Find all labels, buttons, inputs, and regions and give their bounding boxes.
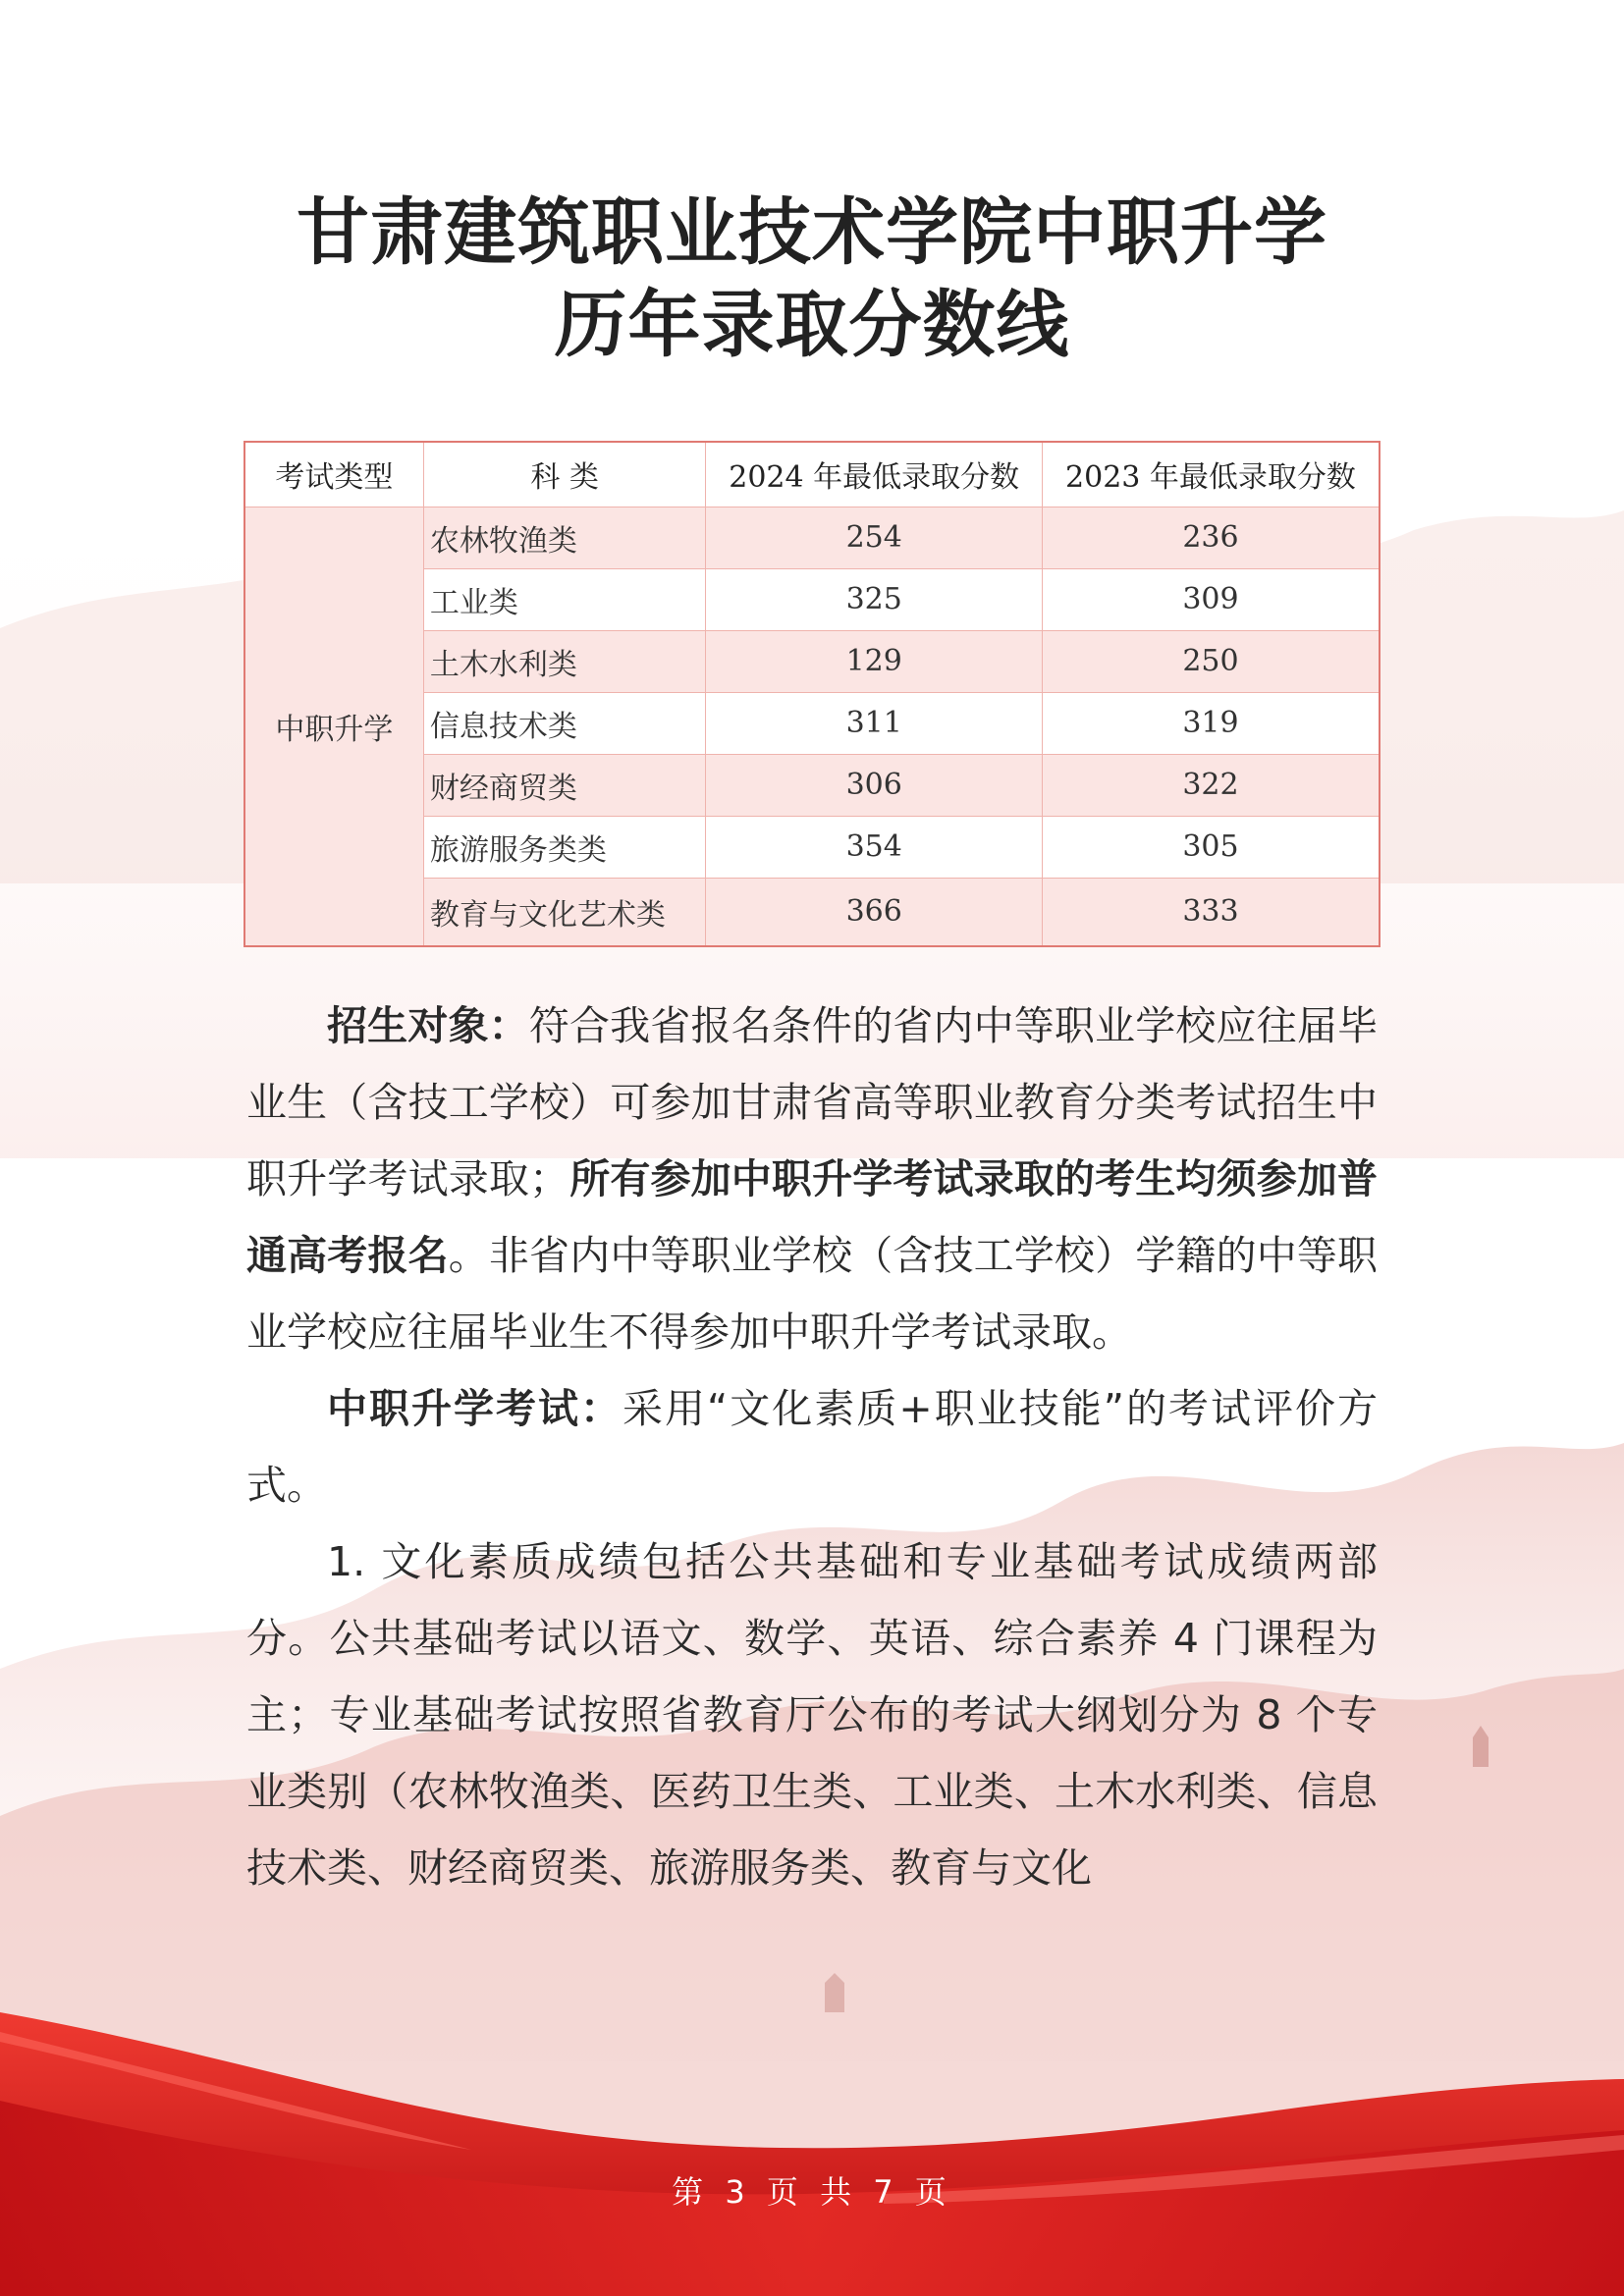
score-2023-cell: 309 <box>1042 568 1380 630</box>
score-2023-cell: 333 <box>1042 878 1380 946</box>
category-cell: 工业类 <box>423 568 706 630</box>
score-2024-cell: 354 <box>706 816 1043 878</box>
header-score-2024: 2024 年最低录取分数 <box>706 442 1043 507</box>
category-cell: 土木水利类 <box>423 630 706 692</box>
footer-current-page: 3 <box>725 2173 751 2211</box>
score-2024-cell: 254 <box>706 507 1043 568</box>
paragraph-enrollment-target <box>246 988 1378 1370</box>
body-text <box>246 988 1378 1906</box>
admission-scores-table <box>244 441 1380 947</box>
category-cell: 财经商贸类 <box>423 754 706 816</box>
score-2023-cell: 305 <box>1042 816 1380 878</box>
header-score-2023: 2023 年最低录取分数 <box>1042 442 1380 507</box>
score-2023-cell: 319 <box>1042 692 1380 754</box>
page-title-line-1: 甘肃建筑职业技术学院中职升学 <box>297 190 1327 275</box>
enrollment-target-text-end: 。非省内中等职业学校（含技工学校）学籍的中等职业学校应往届毕业生不得参加中职升学考试录取。 <box>246 1232 1379 1356</box>
enrollment-target-text: 符合我省报名条件的省内中等职业学校应往届毕业生（含技工学校）可参加甘肃省高等职业教育分类考试招生中职升学考试录取； <box>246 1002 1379 1202</box>
enrollment-target-emphasis: 所有参加中职升学考试录取的考生均须参加普通高考报名 <box>246 1155 1379 1279</box>
footer-total-pages: 7 <box>873 2173 899 2211</box>
score-2024-cell: 129 <box>706 630 1043 692</box>
category-cell: 旅游服务类类 <box>423 816 706 878</box>
footer-page-word: 页 <box>766 2173 804 2211</box>
score-2023-cell: 236 <box>1042 507 1380 568</box>
enrollment-target-label: 招生对象： <box>327 1002 529 1049</box>
paragraph-exam-method <box>246 1370 1378 1523</box>
header-category: 科 类 <box>423 442 706 507</box>
paragraph-cultural-quality <box>246 1523 1378 1906</box>
score-2024-cell: 306 <box>706 754 1043 816</box>
score-2024-cell: 366 <box>706 878 1043 946</box>
cultural-quality-text: 1. 文化素质成绩包括公共基础和专业基础考试成绩两部分。公共基础考试以语文、数学、英语、综合素养 4 门课程为主；专业基础考试按照省教育厅公布的考试大纲划分为 8 个专业类别（农林牧渔类、医药卫生类、工业类、土木水利类、信息技术类、财经商贸类、旅游服务类、教育与文化 <box>246 1538 1378 1892</box>
score-2023-cell: 322 <box>1042 754 1380 816</box>
table-row <box>244 507 1380 568</box>
score-2024-cell: 311 <box>706 692 1043 754</box>
exam-method-text: 采用“文化素质+职业技能”的考试评价方式。 <box>246 1385 1378 1509</box>
exam-method-label: 中职升学考试： <box>327 1385 623 1432</box>
category-cell: 农林牧渔类 <box>423 507 706 568</box>
page-number-footer <box>0 2167 1624 2213</box>
score-2024-cell: 325 <box>706 568 1043 630</box>
page-title <box>0 187 1624 371</box>
exam-type-cell: 中职升学 <box>244 507 423 946</box>
category-cell: 信息技术类 <box>423 692 706 754</box>
score-2023-cell: 250 <box>1042 630 1380 692</box>
table-header-row <box>244 442 1380 507</box>
header-exam-type: 考试类型 <box>244 442 423 507</box>
footer-suffix: 页 <box>914 2173 952 2211</box>
page-title-line-2: 历年录取分数线 <box>554 283 1070 367</box>
footer-total-word: 共 <box>820 2173 858 2211</box>
footer-prefix: 第 <box>672 2173 710 2211</box>
category-cell: 教育与文化艺术类 <box>423 878 706 946</box>
